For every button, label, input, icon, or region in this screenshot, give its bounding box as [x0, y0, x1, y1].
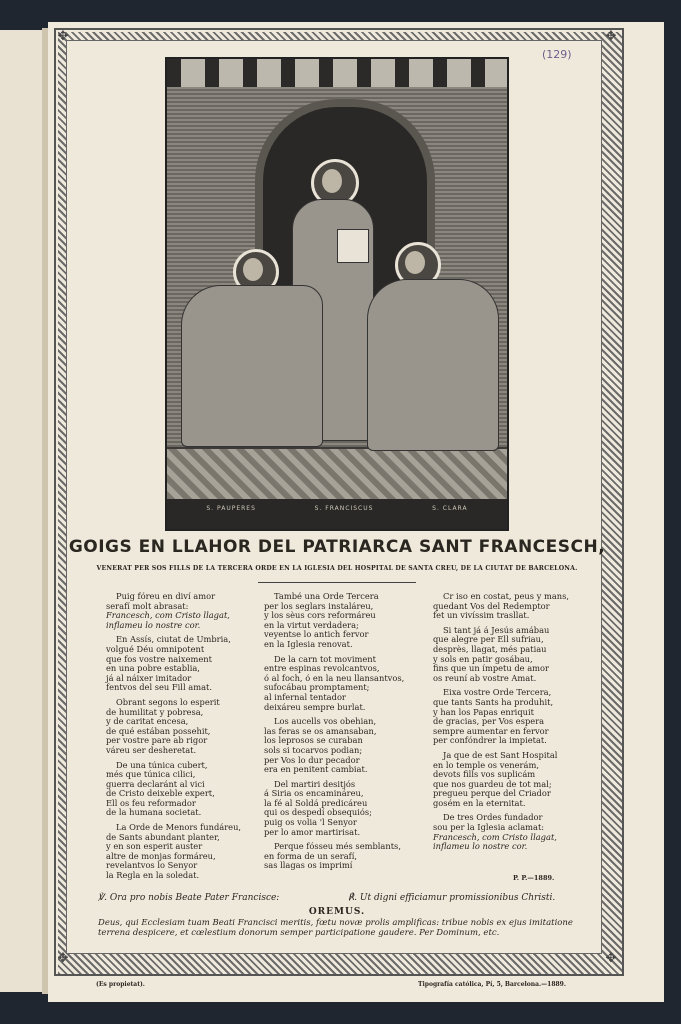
verse-line: Cr iso en costat, peus y mans, — [443, 591, 570, 601]
stanza — [106, 592, 256, 630]
verse-line: en la Iglesia renovat. — [264, 638, 353, 649]
verse-line: Perque fósseu més semblants, — [274, 841, 401, 852]
stanza — [264, 655, 414, 713]
engraving-label: S. CLARA — [432, 505, 468, 512]
closing-prayer: Deus, qui Ecclesiam tuam Beati Francisci meritis, fœtu novæ prolis amplificas: tribue nobis ex ejus imitatione terrena despicere, et cœlestium donorum semper participatione gaudere. Per Dominum, etc. — [98, 918, 573, 938]
verse-line: de humilitat y pobresa, — [106, 706, 204, 717]
verse-line: al infernal tentador — [264, 691, 346, 702]
verse-column-1 — [106, 592, 256, 886]
stanza — [106, 761, 256, 819]
verse-line: y han los Papas enriquit — [433, 706, 534, 717]
verse-line: També una Orde Tercera — [274, 591, 379, 601]
corner-ornament-icon: ✥ — [57, 951, 69, 966]
verse-line: Eixa vostre Orde Tercera, — [443, 687, 552, 698]
verse-line: per los seglars instaláreu, — [264, 600, 374, 611]
verse-line: en una pobre establia, — [106, 663, 200, 674]
verse-line: que tants Sants ha produhit, — [433, 696, 554, 707]
verse-line: veyentse lo antich fervor — [264, 629, 369, 640]
verse-line: de Cristo deixeble expert, — [106, 788, 215, 799]
corner-ornament-icon: ✥ — [605, 29, 617, 44]
stanza — [433, 688, 583, 746]
verse-line: Los aucells vos obehian, — [274, 716, 377, 727]
head-left — [243, 258, 263, 281]
saints-engraving — [165, 57, 509, 531]
stanza — [433, 626, 583, 684]
verse-line: per Vos lo dur pecador — [264, 754, 360, 765]
stanza — [264, 592, 414, 650]
verse-line: la fé al Soldá predicáreu — [264, 797, 368, 808]
stanza — [264, 842, 414, 871]
figure-kneeling-left — [181, 285, 323, 447]
verse-line: desprès, llagat, més patiau — [433, 643, 547, 654]
verse-line: de Sants abundant planter, — [106, 831, 220, 842]
refrain-line: inflameu lo nostre cor. — [433, 841, 528, 852]
verse-line: váreu ser desheretat. — [106, 744, 197, 755]
verse-line: De la carn tot moviment — [274, 653, 376, 664]
verse-line: de qué estában possehit, — [106, 725, 211, 736]
refrain-line: Francesch, com Cristo llagat, — [433, 831, 557, 842]
verse-line: quedant Vos del Redemptor — [433, 600, 550, 611]
stanza — [106, 635, 256, 693]
response: ℟. Ut digni efficiamur promissionibus Christi. — [348, 893, 556, 903]
engraving-labels — [177, 505, 497, 512]
verse-line: Ell os feu reformador — [106, 797, 196, 808]
verse-line: y los sèus cors reformáreu — [264, 610, 376, 621]
footer-copyright: (Es propietat). — [96, 981, 145, 988]
verse-line: fet un vivíssim trasllat. — [433, 610, 530, 621]
footer-printer: Tipografía católica, Pí, 5, Barcelona.—1889. — [418, 981, 566, 988]
verse-line: volgué Déu omnipotent — [106, 643, 205, 654]
verse-line: en lo temple os venerám, — [433, 759, 539, 770]
verse-line: sas llagas os imprimí — [264, 860, 353, 871]
verse-line: gosém en la eternitat. — [433, 797, 526, 808]
verse-line: guerra declaránt al vici — [106, 778, 205, 789]
versicle: ℣. Ora pro nobis Beate Pater Francisce: — [98, 893, 280, 903]
verse-column-3 — [433, 592, 583, 857]
stanza — [433, 592, 583, 621]
reference-mark: (129) — [542, 48, 572, 61]
document-subtitle: VENERAT PER SOS FILLS DE LA TERCERA ORDE EN LA IGLESIA DEL HOSPITAL DE SANTA CREU, DE LA CIUTAT DE BARCELONA. — [96, 565, 578, 572]
verse-line: los leprosos se curaban — [264, 735, 363, 746]
verse-line: sempre aumentar en fervor — [433, 725, 549, 736]
verse-line: serafí molt abrasat: — [106, 600, 189, 611]
verse-line: os reuní ab vostre Amat. — [433, 672, 537, 683]
verse-line: las feras se os amansaban, — [264, 725, 377, 736]
head-center — [322, 169, 342, 193]
verse-line: já al náixer imitador — [106, 672, 192, 683]
signature: P. P.—1889. — [513, 874, 555, 882]
engraving-label: S. FRANCISCUS — [314, 505, 374, 512]
verse-line: Obrant segons lo esperit — [116, 696, 220, 707]
verse-line: fins que un ímpetu de amor — [433, 663, 549, 674]
verse-line: pregueu perque del Criador — [433, 788, 551, 799]
verse-line: que alegre per Ell sufriau, — [433, 634, 544, 645]
open-book — [337, 229, 369, 263]
stanza — [264, 780, 414, 838]
figure-saint-clara — [367, 279, 499, 451]
verse-line: en forma de un serafí, — [264, 850, 357, 861]
verse-line: De tres Ordes fundador — [443, 812, 543, 823]
verse-line: En Assís, ciutat de Umbria, — [116, 634, 231, 645]
verse-line: á Siria os encamináreu, — [264, 788, 364, 799]
verse-line: per confóndrer la impietat. — [433, 735, 547, 746]
stanza — [106, 698, 256, 756]
verse-line: era en penitent cambiat. — [264, 764, 368, 775]
verse-line: deixáreu sempre burlat. — [264, 701, 366, 712]
stanza — [433, 751, 583, 809]
verse-line: de gracias, per Vos espera — [433, 716, 545, 727]
verse-line: puig os volia 'l Senyor — [264, 817, 357, 828]
oremus-heading: OREMUS. — [308, 907, 366, 917]
verse-line: de la humana societat. — [106, 807, 202, 818]
verse-line: sols si tocarvos podian; — [264, 744, 363, 755]
stanza — [264, 717, 414, 775]
verse-line: y en son esperit auster — [106, 841, 203, 852]
verse-line: y de caritat encesa, — [106, 716, 189, 727]
verse-line: Puig fóreu en diví amor — [116, 591, 216, 601]
verse-line: La Orde de Menors fundáreu, — [116, 822, 242, 833]
engraving-label: S. PAUPERES — [206, 505, 256, 512]
refrain-line: inflameu lo nostre cor. — [106, 619, 201, 630]
verse-line: més que túnica cilici, — [106, 769, 196, 780]
head-right — [405, 251, 425, 274]
verse-line: per lo amor martirisat. — [264, 826, 361, 837]
engraving-base — [167, 499, 507, 529]
verse-line: sou per la Iglesia aclamat: — [433, 822, 545, 833]
refrain-line: Francesch, com Cristo llagat, — [106, 610, 230, 621]
verse-line: sufocábau promptament; — [264, 682, 370, 693]
verse-line: devots fills vos suplicám — [433, 769, 536, 780]
left-page-edge — [0, 30, 44, 992]
coffered-ceiling — [167, 59, 507, 87]
verse-line: Ja que de est Sant Hospital — [443, 749, 558, 760]
verse-line: Si tant já á Jesús amábau — [443, 624, 550, 635]
stanza — [433, 813, 583, 851]
stanza — [106, 823, 256, 881]
verse-line: altre de monjas formáreu, — [106, 850, 216, 861]
document-title: GOIGS EN LLAHOR DEL PATRIARCA SANT FRANCESCH, — [68, 537, 606, 557]
verse-line: que fos vostre naixement — [106, 653, 212, 664]
verse-line: entre espinas revolcantvos, — [264, 663, 380, 674]
verse-line: la Regla en la soledat. — [106, 870, 200, 881]
corner-ornament-icon: ✥ — [605, 951, 617, 966]
verse-line: y sols en patir gosábau, — [433, 653, 533, 664]
verse-line: qui os despedí obsequiós; — [264, 807, 372, 818]
verse-line: ó al foch, ó en la neu llansantvos, — [264, 672, 405, 683]
verse-line: revelantvos lo Senyor — [106, 860, 198, 871]
verse-column-2 — [264, 592, 414, 876]
title-divider — [258, 582, 416, 583]
verse-line: que nos guardeu de tot mal; — [433, 778, 552, 789]
tiled-floor — [167, 449, 507, 499]
corner-ornament-icon: ✥ — [57, 29, 69, 44]
document-page — [48, 22, 664, 1002]
verse-line: per vostre pare ab rigor — [106, 735, 208, 746]
verse-line: Del martiri desitjós — [274, 778, 356, 789]
verse-line: en la virtut verdadera; — [264, 619, 359, 630]
verse-line: fentvos del seu Fill amat. — [106, 682, 212, 693]
verse-line: De una túnica cubert, — [116, 759, 208, 770]
